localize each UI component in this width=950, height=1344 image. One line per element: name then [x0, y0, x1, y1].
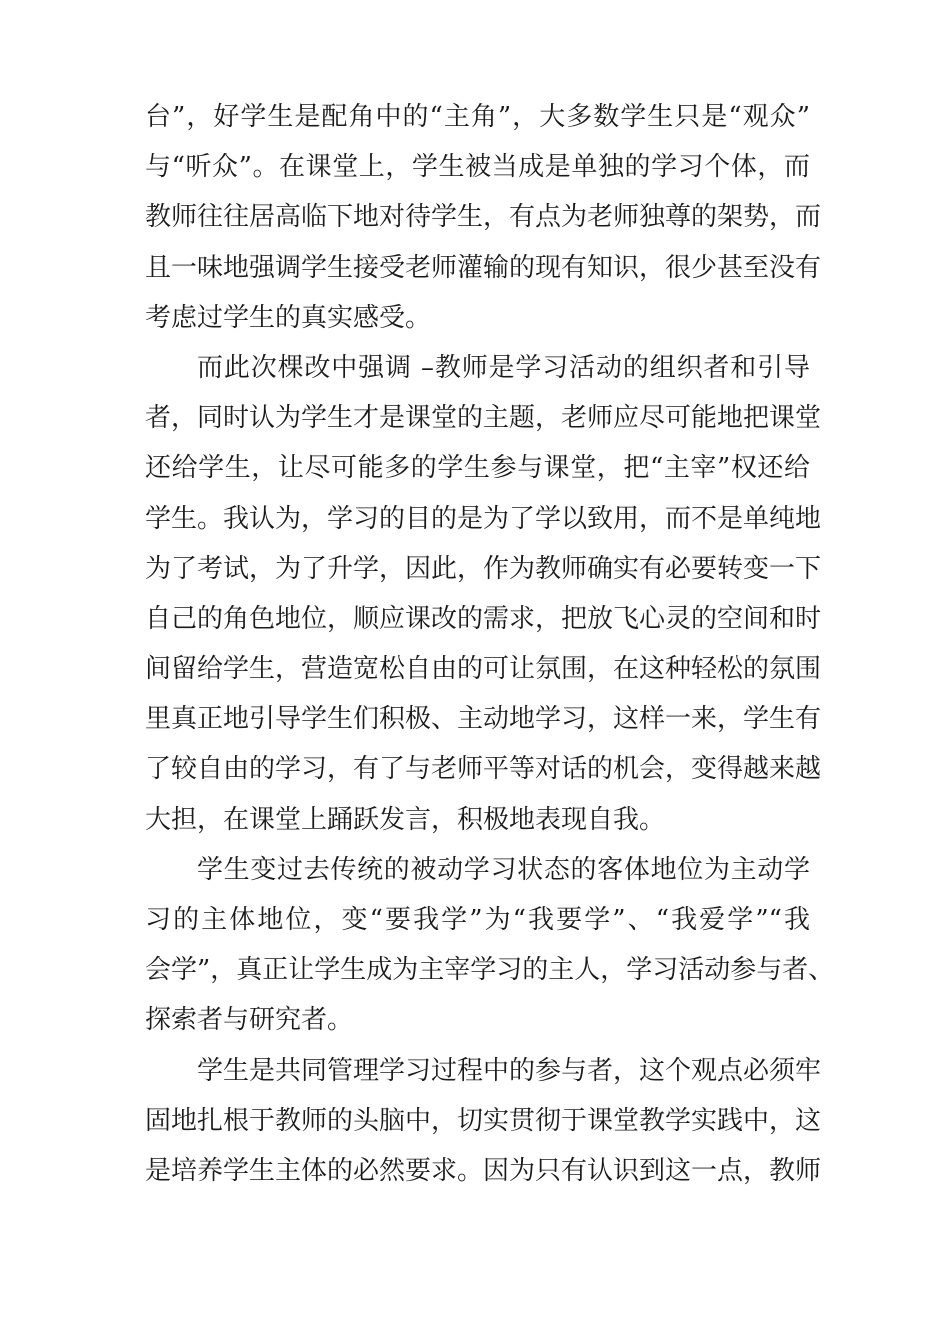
text-line: 习的主体地位，变“要我学”为“我要学”、“我爱学”“我	[145, 905, 810, 935]
paragraph-2	[145, 343, 822, 845]
text-line: 大担，在课堂上踊跃发言，积极地表现自我。	[145, 804, 666, 835]
text-line: 学生是共同管理学习过程中的参与者，这个观点必须牢	[197, 1055, 822, 1086]
text-line: 学生变过去传统的被动学习状态的客体地位为主动学	[197, 854, 810, 885]
text-line: 且一味地强调学生接受老师灌输的现有知识，很少甚至没有	[145, 252, 822, 283]
text-line: 还给学生，让尽可能多的学生参与课堂，把“主宰”权还给	[145, 453, 810, 484]
paragraph-1	[145, 92, 822, 343]
text-line: 会学”，真正让学生成为主宰学习的主人，学习活动参与者、	[145, 955, 835, 986]
text-line: 了较自由的学习，有了与老师平等对话的机会，变得越来越	[145, 754, 822, 785]
text-line: 固地扎根于教师的头脑中，切实贯彻于课堂教学实践中，这	[145, 1105, 822, 1136]
text-line: 里真正地引导学生们积极、主动地学习，这样一来，学生有	[145, 704, 822, 735]
text-line: 而此次棵改中强调 –教师是学习活动的组织者和引导	[197, 352, 810, 383]
text-line: 自己的角色地位，顺应课改的需求，把放飞心灵的空间和时	[145, 603, 822, 634]
text-line: 考虑过学生的真实感受。	[145, 302, 432, 333]
text-line: 是培养学生主体的必然要求。因为只有认识到这一点，教师	[145, 1155, 822, 1186]
text-line: 探索者与研究者。	[145, 1005, 354, 1036]
text-line: 台”，好学生是配角中的“主角”，大多数学生只是“观众”	[145, 102, 810, 132]
text-line: 教师往往居高临下地对待学生，有点为老师独尊的架势，而	[145, 202, 822, 233]
text-line: 间留给学生，营造宽松自由的可让氛围，在这种轻松的氛围	[145, 654, 822, 685]
paragraph-3	[145, 845, 835, 1046]
document-body	[145, 92, 835, 1196]
text-line: 学生。我认为，学习的目的是为了学以致用，而不是单纯地	[145, 503, 822, 534]
text-line: 与“听众”。在课堂上，学生被当成是单独的学习个体，而	[145, 152, 810, 183]
paragraph-4	[145, 1046, 822, 1197]
text-line: 者，同时认为学生才是课堂的主题，老师应尽可能地把课堂	[145, 403, 822, 434]
text-line: 为了考试，为了升学，因此，作为教师确实有必要转变一下	[145, 553, 822, 584]
